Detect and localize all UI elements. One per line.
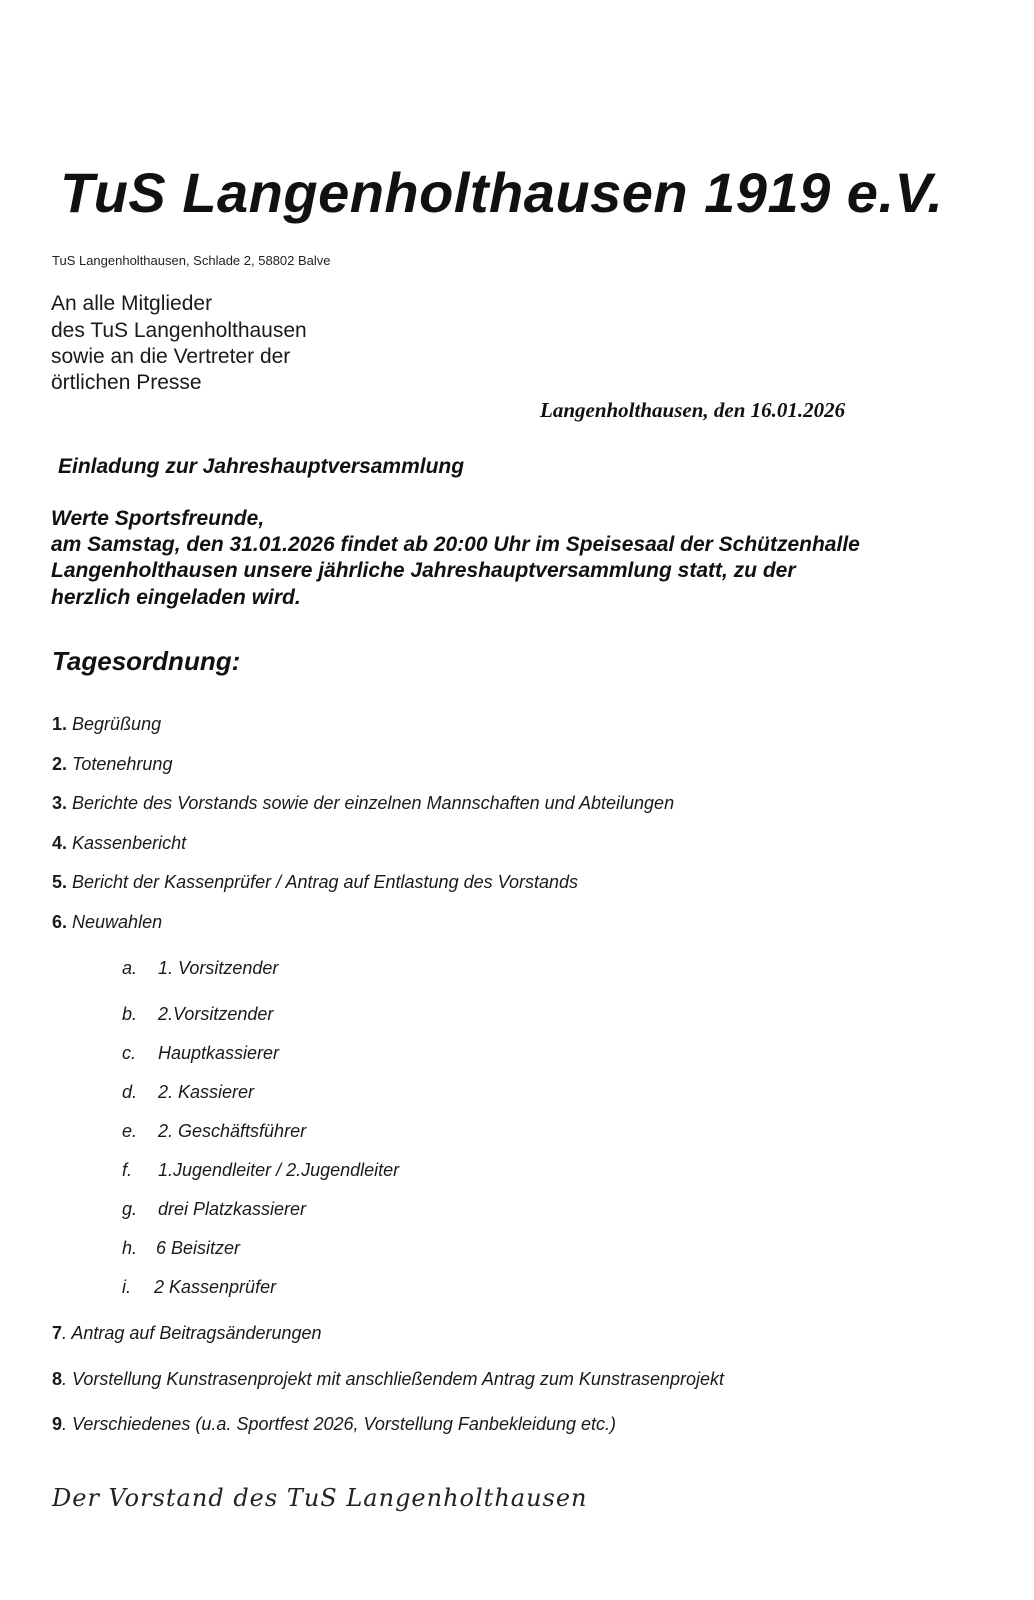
sub-item-text: 6 Beisitzer: [156, 1238, 241, 1258]
sender-address-line: TuS Langenholthausen, Schlade 2, 58802 Balve: [52, 253, 331, 268]
sub-item-text: 2 Kassenprüfer: [154, 1277, 277, 1297]
sub-item-letter: i.: [122, 1277, 131, 1297]
sub-item-letter: a.: [122, 958, 138, 978]
agenda-item-number: 7: [52, 1323, 63, 1343]
sub-item-letter: d.: [122, 1082, 138, 1102]
intro-line: herzlich eingeladen wird.: [51, 586, 301, 609]
agenda-item-text: . Antrag auf Beitragsänderungen: [62, 1323, 322, 1343]
subject-line: Einladung zur Jahreshauptversammlung: [58, 455, 465, 478]
sub-item-text: drei Platzkassierer: [158, 1199, 307, 1219]
agenda-item: [52, 714, 161, 735]
agenda-item-number: 8: [52, 1369, 63, 1389]
agenda-item-number: 2.: [52, 754, 68, 774]
agenda-item: [52, 1323, 322, 1344]
agenda-heading: Tagesordnung:: [52, 646, 241, 676]
intro-line: Werte Sportsfreunde,: [51, 507, 265, 530]
agenda-item-text: Totenehrung: [72, 754, 173, 774]
agenda-item: [52, 912, 162, 933]
agenda-item: [52, 833, 186, 854]
agenda-item: [52, 754, 172, 775]
recipient-line: örtlichen Presse: [51, 371, 202, 394]
agenda-item-text: Berichte des Vorstands sowie der einzelnen Mannschaften und Abteilungen: [72, 793, 675, 813]
agenda-item-text: Begrüßung: [72, 714, 162, 734]
recipient-line: des TuS Langenholthausen: [51, 319, 307, 342]
recipient-line: An alle Mitglieder: [51, 292, 213, 315]
sub-item-text: 1. Vorsitzender: [158, 958, 279, 978]
date-line: Langenholthausen, den 16.01.2026: [540, 398, 846, 422]
sub-item-letter: e.: [122, 1121, 138, 1141]
board-signature: Der Vorstand des TuS Langenholthausen: [52, 1484, 588, 1512]
agenda-item: [52, 872, 578, 893]
agenda-item-number: 1.: [52, 714, 68, 734]
agenda-item-text: . Vorstellung Kunstrasenprojekt mit anschließendem Antrag zum Kunstrasenprojekt: [62, 1369, 725, 1389]
agenda-item: [52, 1369, 724, 1390]
sub-item-letter: h.: [122, 1238, 138, 1258]
agenda-item-number: 9: [52, 1414, 63, 1434]
agenda-item-text: Kassenbericht: [72, 833, 187, 853]
sub-item-text: 2.Vorsitzender: [158, 1004, 274, 1024]
agenda-item-number: 4.: [52, 833, 68, 853]
agenda-item-text: Neuwahlen: [72, 912, 163, 932]
sub-item-text: 2. Geschäftsführer: [158, 1121, 307, 1141]
agenda-item-number: 6.: [52, 912, 68, 932]
sub-item-letter: b.: [122, 1004, 138, 1024]
agenda-item: [52, 1414, 616, 1435]
recipient-line: sowie an die Vertreter der: [51, 345, 291, 368]
sub-item-letter: g.: [122, 1199, 138, 1219]
intro-line: am Samstag, den 31.01.2026 findet ab 20:00 Uhr im Speisesaal der Schützenhalle: [51, 533, 860, 556]
agenda-item-text: . Verschiedenes (u.a. Sportfest 2026, Vorstellung Fanbekleidung etc.): [62, 1414, 617, 1434]
agenda-item: [52, 793, 674, 814]
sub-item-text: 2. Kassierer: [158, 1082, 255, 1102]
sub-item-letter: c.: [122, 1043, 137, 1063]
intro-line: Langenholthausen unsere jährliche Jahreshauptversammlung statt, zu der: [51, 559, 796, 582]
club-title: TuS Langenholthausen 1919 e.V.: [60, 161, 944, 224]
sub-item-text: Hauptkassierer: [158, 1043, 280, 1063]
agenda-item-text: Bericht der Kassenprüfer / Antrag auf Entlastung des Vorstands: [72, 872, 578, 892]
sub-item-text: 1.Jugendleiter / 2.Jugendleiter: [158, 1160, 400, 1180]
agenda-item-number: 3.: [52, 793, 68, 813]
sub-item-letter: f.: [122, 1160, 133, 1180]
agenda-item-number: 5.: [52, 872, 68, 892]
